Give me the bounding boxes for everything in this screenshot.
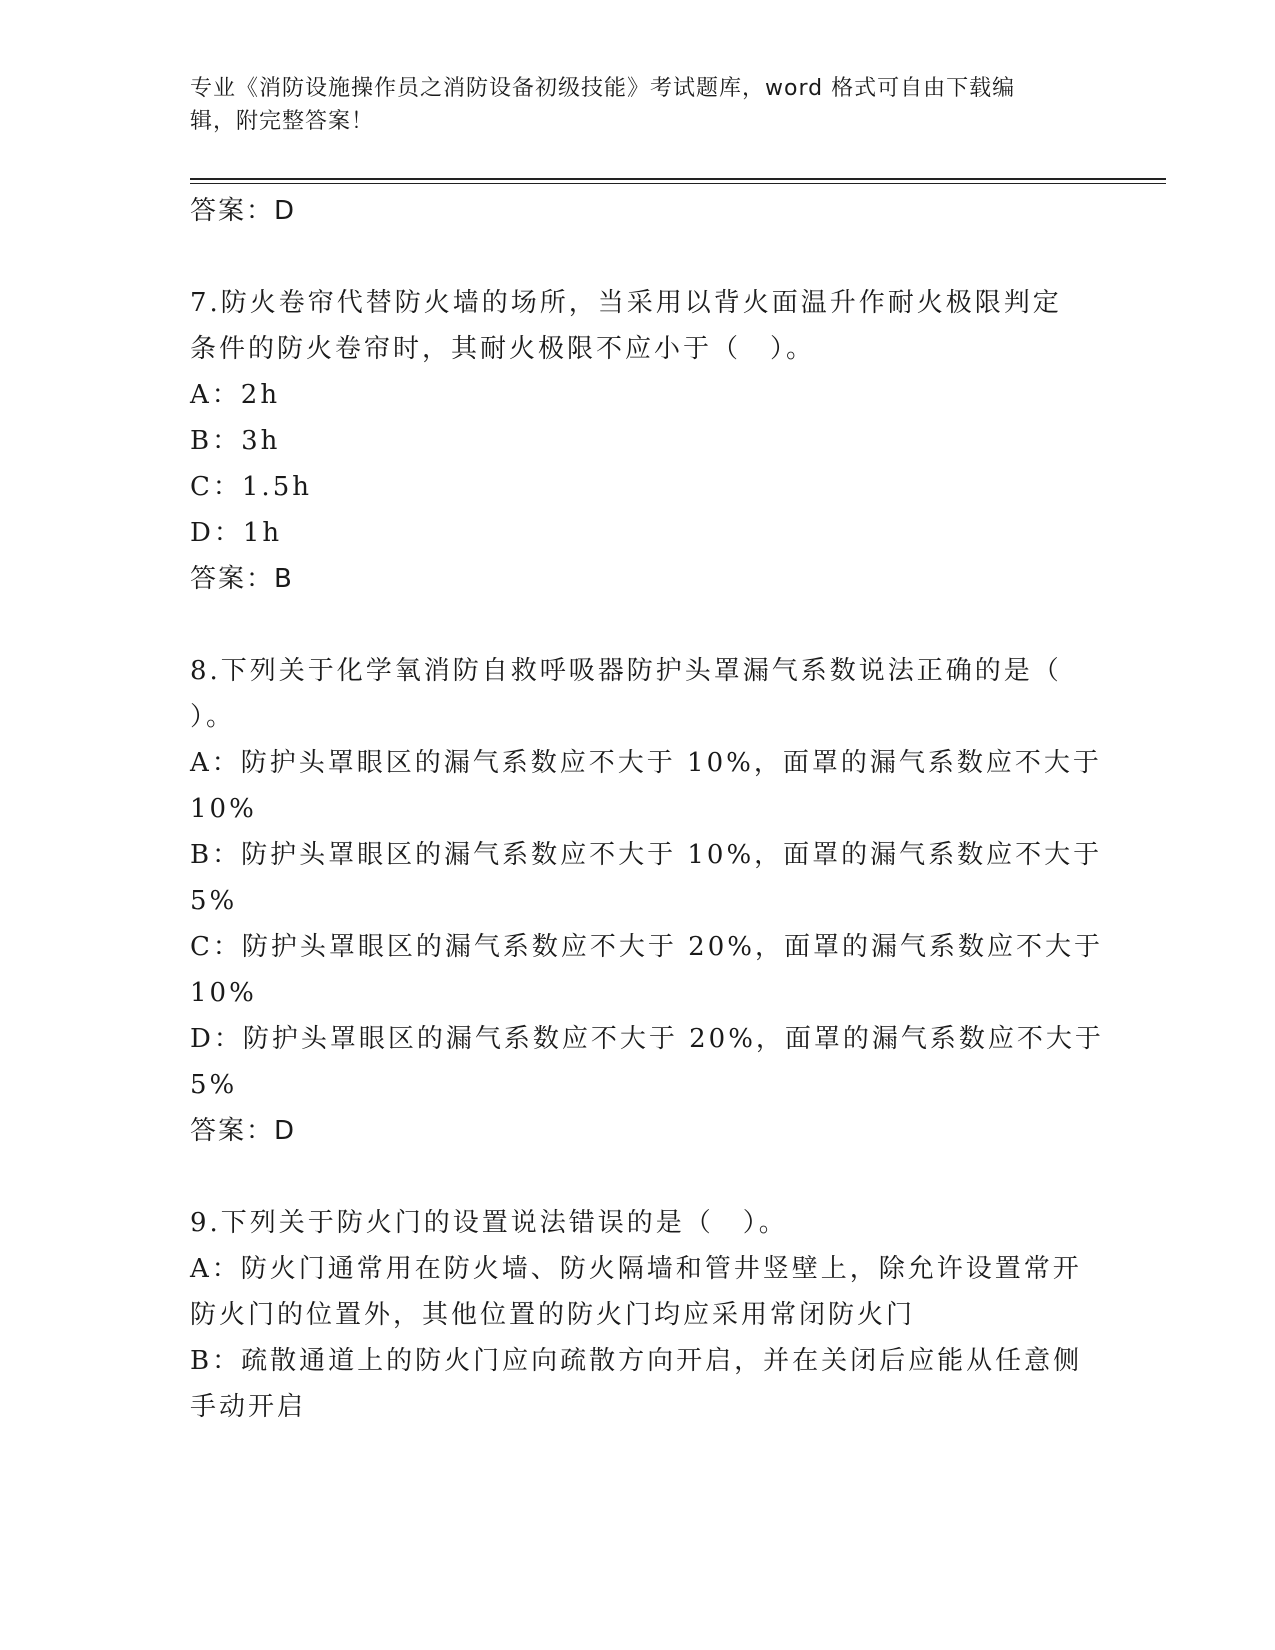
option-d: D：防护头罩眼区的漏气系数应不大于 20%，面罩的漏气系数应不大于 bbox=[190, 1024, 1104, 1054]
question-7 bbox=[190, 280, 1090, 602]
header-line-2: 辑，附完整答案！ bbox=[190, 109, 375, 134]
question-stem-line: 8.下列关于化学氧消防自救呼吸器防护头罩漏气系数说法正确的是（ bbox=[190, 656, 1062, 686]
option-c-continued: 10% bbox=[190, 978, 257, 1008]
option-b-continued: 手动开启 bbox=[190, 1392, 307, 1422]
header-line-1: 专业《消防设施操作员之消防设备初级技能》考试题库，word 格式可自由下载编 bbox=[190, 76, 1016, 101]
option-a: A：2h bbox=[190, 380, 281, 410]
option-b: B：防护头罩眼区的漏气系数应不大于 10%，面罩的漏气系数应不大于 bbox=[190, 840, 1103, 870]
option-d: D：1h bbox=[190, 518, 283, 548]
question-stem-line: 7.防火卷帘代替防火墙的场所，当采用以背火面温升作耐火极限判定 bbox=[190, 288, 1062, 318]
question-9 bbox=[190, 1200, 1090, 1430]
option-a: A：防护头罩眼区的漏气系数应不大于 10%，面罩的漏气系数应不大于 bbox=[190, 748, 1102, 778]
previous-answer: 答案：D bbox=[190, 196, 297, 226]
option-b-continued: 5% bbox=[190, 886, 238, 916]
option-d-continued: 5% bbox=[190, 1070, 238, 1100]
question-stem-line: 9.下列关于防火门的设置说法错误的是（ ）。 bbox=[190, 1208, 788, 1238]
page-header bbox=[190, 72, 1070, 138]
answer: 答案：B bbox=[190, 564, 294, 594]
question-8 bbox=[190, 648, 1104, 1154]
option-b: B：3h bbox=[190, 426, 281, 456]
answer: 答案：D bbox=[190, 1116, 297, 1146]
option-c: C：1.5h bbox=[190, 472, 312, 502]
question-content bbox=[190, 188, 1104, 1430]
option-a: A：防火门通常用在防火墙、防火隔墙和管井竖壁上，除允许设置常开 bbox=[190, 1254, 1082, 1284]
header-divider-thick bbox=[190, 178, 1166, 180]
option-c: C：防护头罩眼区的漏气系数应不大于 20%，面罩的漏气系数应不大于 bbox=[190, 932, 1103, 962]
option-a-continued: 防火门的位置外，其他位置的防火门均应采用常闭防火门 bbox=[190, 1300, 916, 1330]
option-b: B：疏散通道上的防火门应向疏散方向开启，并在关闭后应能从任意侧 bbox=[190, 1346, 1083, 1376]
header-divider-thin bbox=[190, 183, 1166, 184]
question-stem-line: ）。 bbox=[190, 702, 236, 732]
option-a-continued: 10% bbox=[190, 794, 257, 824]
question-stem-line: 条件的防火卷帘时，其耐火极限不应小于（ ）。 bbox=[190, 334, 816, 364]
